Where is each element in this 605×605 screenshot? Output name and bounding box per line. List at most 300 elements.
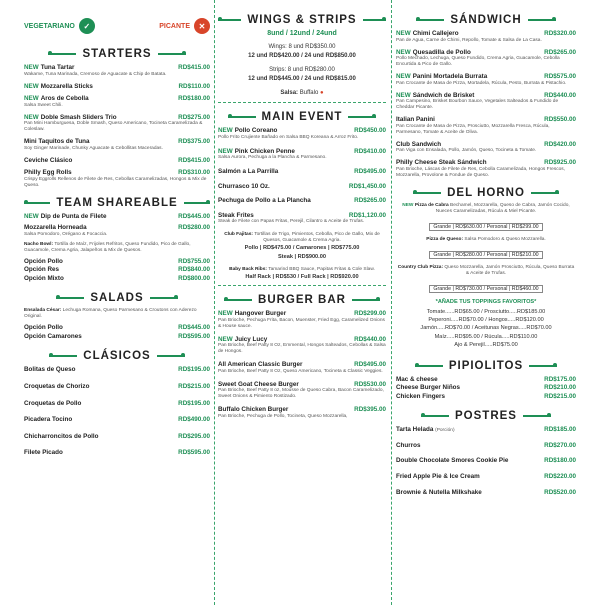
new-badge: NEW bbox=[24, 212, 39, 220]
new-badge: NEW bbox=[24, 64, 39, 71]
menu-item-name: Steak Frites bbox=[218, 211, 254, 219]
menu-item-name-wrap bbox=[396, 473, 480, 481]
menu-item-name: Chimi Callejero bbox=[412, 30, 459, 37]
menu-item-name-wrap bbox=[24, 333, 82, 341]
menu-item-row bbox=[24, 275, 210, 283]
menu-item-desc: Pollo Mechado, Lechuga, Queso Fundido, Crema Agria, Guacamole, Cebolla Encurtida & Pico de Gallo. bbox=[396, 56, 560, 68]
menu-item-price: RD$185.00 bbox=[544, 426, 576, 434]
menu-item-price: RD$490.00 bbox=[178, 416, 210, 424]
section-title: PIPIOLITOS bbox=[396, 360, 576, 372]
menu-item-price: RD$265.00 bbox=[354, 197, 386, 205]
menu-item-name-wrap bbox=[218, 127, 277, 135]
menu-item-name: Salmón a La Parrilla bbox=[218, 168, 279, 176]
menu-item: Baby Back Ribs: Tamarind BBQ Sauce, Papitas Fritas & Cole Slaw. Half Rack | RD$530 / Full Rack | RD$920.00 bbox=[229, 266, 375, 280]
menu-item bbox=[396, 376, 576, 384]
menu-item-name: Opción Res bbox=[24, 266, 59, 274]
menu-item bbox=[396, 426, 576, 434]
menu-item bbox=[396, 116, 576, 136]
menu-item-desc: Pollo Frito Crujiente Bañado en Salsa BBQ Koreana & Arroz Frito. bbox=[218, 134, 359, 140]
menu-item bbox=[396, 489, 576, 497]
menu-item-name-wrap bbox=[218, 168, 278, 176]
menu-item-name: Juicy Lucy bbox=[234, 335, 268, 343]
menu-item-name: Club Sandwich bbox=[396, 140, 442, 148]
new-badge: NEW bbox=[218, 147, 233, 155]
menu-item bbox=[218, 168, 386, 176]
menu-item-name: Bolitas de Queso bbox=[24, 366, 76, 374]
menu-item-desc: Pan Brioche, Beef Patty 8 Oz, Queso Americano, Tocineta & Classic Veggies. bbox=[218, 368, 383, 374]
section-title: MAIN EVENT bbox=[218, 111, 386, 123]
menu-item-desc: Soy Ginger Marinade, Chunky Aguacate & Cebollitas Maceradas. bbox=[24, 145, 163, 151]
menu-item-price: RD$1,450.00 bbox=[348, 182, 386, 190]
menu-item-name: Double Chocolate Smores Cookie Pie bbox=[396, 457, 509, 465]
menu-item-price: RD$220.00 bbox=[544, 473, 576, 481]
menu-item-name-wrap bbox=[24, 169, 72, 177]
menu-item bbox=[24, 400, 210, 408]
menu-item-name-wrap bbox=[24, 83, 93, 91]
menu-item-row bbox=[24, 224, 210, 232]
menu-item-name: Aros de Cebolla bbox=[40, 95, 89, 103]
menu-item-price: RD$440.00 bbox=[544, 91, 576, 99]
menu-item-price: RD$270.00 bbox=[544, 441, 576, 449]
menu-item-row bbox=[24, 157, 210, 165]
topping-line: Ajo & Perejil.....RD$75.00 bbox=[454, 342, 518, 349]
section-pipiolitos bbox=[396, 360, 576, 401]
pizza-desc-text: Bechamel, Mozzarella, Queso de Cabra, Jamón Cocido, Nueces Caramelizadas, Rúcula & Miel Picante. bbox=[435, 202, 570, 214]
new-badge: NEW bbox=[24, 113, 39, 121]
menu-item-row bbox=[24, 83, 210, 91]
new-badge: NEW bbox=[218, 335, 233, 343]
menu-item-name: Churros bbox=[396, 441, 421, 449]
wings-prices: 12 und RD$420.00 / 24 und RD$850.00 bbox=[248, 53, 356, 59]
new-badge: NEW bbox=[24, 95, 39, 103]
menu-item-desc: Pan Brioche, Beef Patty 8 Oz, Emmental, Hongos Salteados, Cebollas & Salsa de Hongos. bbox=[218, 343, 386, 355]
menu-item-name: Philly Cheese Steak Sándwich bbox=[396, 159, 487, 167]
menu-item-name: Panini Mortadela Burrata bbox=[412, 73, 488, 81]
section-wings bbox=[218, 14, 386, 98]
menu-item-name-wrap bbox=[218, 197, 311, 205]
pizza-prices: Grande | RD$630.00 / Personal | RD$299.00 bbox=[429, 223, 542, 231]
menu-item-name-wrap bbox=[396, 92, 474, 100]
menu-item-name-wrap bbox=[396, 442, 421, 450]
menu-item-desc: Pan Brioche, Láscas de Filete de Res, Cebolla Caramelizada, Hongos Frescos, Mozzarella, Provolone & Fondue de Queso. bbox=[396, 166, 566, 178]
menu-item-name-wrap bbox=[218, 406, 288, 414]
menu-item bbox=[218, 406, 386, 420]
pizza-desc bbox=[396, 203, 576, 215]
menu-item-row bbox=[24, 324, 210, 332]
menu-item-price: RD$395.00 bbox=[354, 406, 386, 414]
column-divider bbox=[391, 0, 392, 605]
menu-item-price: RD$415.00 bbox=[178, 156, 210, 164]
section-del-horno bbox=[396, 187, 576, 350]
menu-item bbox=[24, 449, 210, 457]
topping-line: Jamón.....RD$70.00 / Aceitunas Negras.....RD$70.00 bbox=[420, 325, 552, 332]
menu-item-price: RD$1,120.00 bbox=[348, 211, 386, 219]
section-starters bbox=[24, 48, 210, 189]
menu-item-row bbox=[396, 376, 576, 384]
menu-item-price: RD$280.00 bbox=[178, 224, 210, 232]
menu-item-row bbox=[218, 127, 386, 135]
menu-item-row bbox=[396, 49, 576, 57]
menu-item-name-wrap bbox=[24, 366, 75, 374]
pizza-desc bbox=[396, 265, 576, 277]
menu-item-row bbox=[396, 473, 576, 481]
menu-item-name: Chicken Fingers bbox=[396, 392, 445, 400]
menu-item-name: Churrasco 10 Oz. bbox=[218, 182, 270, 190]
menu-item-row bbox=[396, 384, 576, 392]
section-clasicos bbox=[24, 350, 210, 456]
menu-item-row bbox=[24, 449, 210, 457]
menu-item-row bbox=[24, 266, 210, 274]
menu-item-name-wrap bbox=[24, 449, 63, 457]
menu-item-row bbox=[396, 457, 576, 465]
menu-item bbox=[218, 310, 386, 330]
menu-item-price: RD$925.00 bbox=[544, 159, 576, 167]
menu-item-row bbox=[396, 30, 576, 38]
menu-item-name-wrap bbox=[396, 73, 487, 81]
new-badge: NEW bbox=[396, 73, 411, 81]
menu-item-name: Pollo Coreano bbox=[234, 127, 278, 134]
section-title: STARTERS bbox=[24, 48, 210, 60]
menu-item-row bbox=[396, 116, 576, 124]
menu-item-row bbox=[24, 366, 210, 374]
section-team-shareable bbox=[24, 197, 210, 283]
menu-item-price: RD$445.00 bbox=[178, 212, 210, 220]
menu-item bbox=[24, 266, 210, 274]
new-badge: NEW bbox=[218, 127, 233, 134]
menu-item bbox=[218, 212, 386, 226]
menu-item bbox=[24, 213, 210, 221]
menu-item bbox=[218, 381, 386, 401]
menu-item-price: RD$755.00 bbox=[178, 257, 210, 265]
leaf-icon: ✓ bbox=[79, 18, 95, 34]
legend-vegetariano-label: VEGETARIANO bbox=[24, 22, 75, 30]
menu-item bbox=[24, 275, 210, 283]
menu-item bbox=[396, 473, 576, 481]
menu-item bbox=[24, 433, 210, 441]
menu-item-name: Philly Egg Rolls bbox=[24, 169, 72, 177]
menu-item bbox=[24, 366, 210, 374]
menu-item-name: Cheese Burger Niños bbox=[396, 384, 461, 392]
menu-item-name: Mozzarella Sticks bbox=[40, 82, 93, 90]
menu-item-price: RD$450.00 bbox=[354, 127, 386, 134]
menu-item-desc: Crispy Eggrolls Rellenos de Filete de Res, Cebollas Caramelizadas, Hongos & Mix de Queso. bbox=[24, 176, 207, 188]
menu-item-name-wrap bbox=[218, 310, 286, 318]
menu-item-price: RD$520.00 bbox=[544, 488, 576, 496]
menu-item-desc: Steak de Filete con Papas Fritas, Perejil, Cilantro & Aceite de Trufas. bbox=[218, 219, 365, 225]
menu-item-name: Mac & cheese bbox=[396, 375, 438, 383]
menu-item-price: RD$440.00 bbox=[354, 335, 386, 343]
menu-item-row bbox=[24, 169, 210, 177]
menu-item-row bbox=[24, 383, 210, 391]
menu-item-name-wrap bbox=[24, 275, 64, 283]
menu-item-price: RD$215.00 bbox=[544, 392, 576, 400]
menu-item bbox=[218, 361, 386, 375]
menu-item-desc: Wakame, Tuna Marinada, Cremoso de Aguacate & Chip de Batata. bbox=[24, 71, 167, 77]
menu-item-row bbox=[396, 73, 576, 81]
menu-item-name-wrap bbox=[24, 416, 72, 424]
menu-item-name-wrap bbox=[396, 426, 455, 434]
menu-item-name: Chicharroncitos de Pollo bbox=[24, 432, 99, 440]
menu-item-name: Opción Pollo bbox=[24, 324, 63, 332]
menu-item-name: Sweet Goat Cheese Burger bbox=[218, 380, 299, 388]
menu-item-name: Mozzarella Horneada bbox=[24, 224, 87, 232]
menu-item-name-wrap bbox=[396, 376, 438, 384]
menu-item-price: RD$210.00 bbox=[544, 384, 576, 392]
menu-item-name: Opción Camarones bbox=[24, 332, 82, 340]
menu-item-price: RD$410.00 bbox=[354, 147, 386, 155]
menu-item-name-wrap bbox=[24, 258, 63, 266]
menu-item-price: RD$275.00 bbox=[178, 113, 210, 121]
menu-item-row bbox=[218, 183, 386, 191]
pizza-name: Pizza de Cabra bbox=[414, 202, 449, 208]
menu-item-price: RD$595.00 bbox=[178, 449, 210, 457]
menu-item-name: Italian Panini bbox=[396, 116, 435, 124]
column-left bbox=[24, 0, 210, 605]
menu-item bbox=[396, 393, 576, 401]
menu-item-row bbox=[218, 361, 386, 369]
menu-item-desc: Pan Brioche, Beef Patty 8 oz, Mousse de Queso Cabra, Bacon Caramelizado, Sweet Onions & Pimiento Rostizado. bbox=[218, 388, 384, 400]
menu-item bbox=[24, 324, 210, 332]
menu-item-name: All American Classic Burger bbox=[218, 361, 303, 369]
menu-item-price: RD$180.00 bbox=[544, 457, 576, 465]
menu-item-price: RD$415.00 bbox=[178, 64, 210, 71]
pizza-desc bbox=[396, 237, 576, 243]
pizza-desc-text: Salsa Pomodoro & Queso Mozzarella. bbox=[464, 236, 546, 242]
menu-item-row bbox=[24, 416, 210, 424]
menu-item-name: Opción Mixto bbox=[24, 274, 64, 282]
menu-item-desc: Pan Crocante de Masa de Pizza, Prosciutto, Mozzarella Fresca, Rúcula, Parmesano, Tomate & Aceite de Oliva. bbox=[396, 123, 550, 135]
section-title: SALADS bbox=[24, 292, 210, 304]
menu-item-name: Tarta Helada bbox=[396, 426, 434, 434]
menu-item-price: RD$175.00 bbox=[544, 375, 576, 383]
menu-item bbox=[24, 95, 210, 109]
pizza-name: Country Club Pizza: bbox=[397, 264, 444, 270]
menu-item-name-wrap bbox=[24, 433, 99, 441]
menu-item-name: Mini Taquitos de Tuna bbox=[24, 138, 90, 146]
menu-item-name: Opción Pollo bbox=[24, 257, 63, 265]
menu-item-row bbox=[396, 489, 576, 497]
menu-item-name: Brownie & Nutella Milkshake bbox=[396, 488, 482, 496]
menu-item-price: RD$575.00 bbox=[544, 73, 576, 81]
menu-item-price: RD$180.00 bbox=[178, 95, 210, 103]
section-title: DEL HORNO bbox=[396, 187, 576, 199]
menu-item bbox=[396, 141, 576, 155]
strips-prices: 12 und RD$445.00 / 24 und RD$815.00 bbox=[248, 76, 356, 82]
menu-item-name: Picadera Tocino bbox=[24, 416, 73, 424]
menu-item-row bbox=[396, 393, 576, 401]
menu-item-name: Buffalo Chicken Burger bbox=[218, 406, 289, 414]
menu-item bbox=[218, 183, 386, 191]
strips-label: Strips: 8 und RD$280.00 bbox=[269, 67, 335, 73]
menu-item-row bbox=[24, 258, 210, 266]
section-salads bbox=[24, 292, 210, 340]
section-postres bbox=[396, 410, 576, 496]
menu-item-name: Filete Picado bbox=[24, 449, 63, 457]
menu-item-row bbox=[24, 95, 210, 103]
menu-item-price: RD$550.00 bbox=[544, 116, 576, 124]
menu-item-name-wrap bbox=[24, 157, 72, 165]
column-right bbox=[396, 0, 576, 605]
menu-item bbox=[24, 333, 210, 341]
menu-item bbox=[218, 197, 386, 205]
menu-item bbox=[396, 457, 576, 465]
pizza-item bbox=[396, 237, 576, 261]
menu-item bbox=[218, 148, 386, 162]
new-badge: NEW bbox=[218, 310, 233, 318]
menu-item-row bbox=[218, 406, 386, 414]
wings-subtitle: 8und / 12und / 24und bbox=[267, 30, 337, 37]
menu-item-row bbox=[396, 92, 576, 100]
menu-item-name-wrap bbox=[24, 266, 59, 274]
menu-item-name: Tuna Tartar bbox=[40, 64, 75, 71]
menu-item bbox=[396, 49, 576, 69]
menu-item: Club Fajitas: Tortillas de Trigo, Pimientos, Cebolla, Pico de Gallo, Mix de Quesos, Guacamole & Crema Agria. Pollo | RD$475.00 / Camarones | RD$775.00 Steak | RD$900.00 bbox=[224, 232, 380, 260]
menu-item-row bbox=[24, 433, 210, 441]
menu-item-price: RD$295.00 bbox=[178, 432, 210, 440]
new-badge: NEW bbox=[396, 48, 411, 56]
section-sandwich bbox=[396, 14, 576, 179]
pizza-prices: Grande | RD$280.00 / Personal | RD$210.00 bbox=[429, 251, 542, 259]
menu-item bbox=[396, 73, 576, 87]
menu-item bbox=[24, 258, 210, 266]
menu-item-row bbox=[218, 197, 386, 205]
chili-icon: ✕ bbox=[194, 18, 210, 34]
menu-item-desc: Salsa Pomodoro, Orégano & Focaccia. bbox=[24, 231, 108, 237]
menu-item-name-wrap bbox=[396, 393, 445, 401]
menu-item-name: Quesadilla de Pollo bbox=[412, 48, 471, 56]
menu-item bbox=[396, 442, 576, 450]
menu-item: Nacho Bowl: Tortilla de Maíz, Frijoles Refritos, Queso Fundido, Pico de Gallo, Guacamole, Crema Agria, Jalapeños & Mix de Quesos. bbox=[24, 241, 191, 253]
pizza-name: Pizza de Queso: bbox=[426, 236, 464, 242]
menu-item-name-wrap bbox=[24, 400, 81, 408]
menu-item bbox=[218, 127, 386, 141]
menu-item-name-wrap bbox=[24, 383, 89, 391]
menu-item-name-wrap bbox=[218, 148, 295, 156]
menu-item-name-wrap bbox=[24, 324, 63, 332]
menu-item-price: RD$195.00 bbox=[178, 399, 210, 407]
menu-item bbox=[24, 114, 210, 134]
menu-item bbox=[396, 30, 576, 44]
menu-item-row bbox=[24, 333, 210, 341]
new-badge: NEW bbox=[402, 202, 414, 208]
menu-item-desc: Pan Brioche, Pechuga de Pollo, Tocineta, Queso Mozzarella, bbox=[218, 413, 348, 419]
column-middle bbox=[218, 0, 386, 605]
menu-item-price: RD$375.00 bbox=[178, 138, 210, 146]
salsa-line: Salsa: Buffalo ● bbox=[280, 90, 324, 96]
menu-item bbox=[24, 383, 210, 391]
menu-item-desc: Pan Viga con Ensalada, Pollo, Jamón, Queso, Tocineta & Tomate. bbox=[396, 148, 537, 154]
menu-item-row bbox=[24, 400, 210, 408]
menu-item bbox=[24, 169, 210, 189]
menu-item-name: Fried Apple Pie & Ice Cream bbox=[396, 473, 480, 481]
menu-item-price: RD$495.00 bbox=[354, 168, 386, 176]
menu-item-name: Pechuga de Pollo a La Plancha bbox=[218, 197, 311, 205]
menu-item-row bbox=[396, 442, 576, 450]
menu-item-price: RD$215.00 bbox=[178, 383, 210, 391]
pizza-item bbox=[396, 265, 576, 295]
menu-item-row bbox=[396, 426, 576, 434]
menu-item-desc: Pan Campesino, Brisket Bourbon Sauce, Vegetales Salteados & Fundido de Cheddar Picante. bbox=[396, 99, 559, 111]
menu-item-price: RD$195.00 bbox=[178, 366, 210, 374]
new-badge: NEW bbox=[396, 30, 411, 37]
menu-item-price: RD$840.00 bbox=[178, 266, 210, 274]
menu-item-name-wrap bbox=[396, 49, 471, 57]
menu-item-price: RD$445.00 bbox=[178, 324, 210, 332]
menu-item-name-wrap bbox=[396, 384, 460, 392]
section-title: SÁNDWICH bbox=[396, 14, 576, 26]
menu-item-name-wrap bbox=[396, 457, 508, 465]
menu-item-price: RD$110.00 bbox=[178, 82, 210, 90]
menu-item-row bbox=[24, 64, 210, 72]
new-badge: NEW bbox=[396, 91, 411, 99]
menu-item-name-wrap bbox=[24, 64, 74, 72]
menu-item bbox=[218, 336, 386, 356]
menu-item bbox=[24, 138, 210, 152]
menu-item-price: RD$420.00 bbox=[544, 140, 576, 148]
menu-item-price: RD$800.00 bbox=[178, 274, 210, 282]
chili-icon: ● bbox=[319, 90, 324, 96]
menu-item-desc: Salsa Sweet Chili. bbox=[24, 102, 63, 108]
section-title: TEAM SHAREABLE bbox=[24, 197, 210, 209]
menu-item bbox=[24, 83, 210, 91]
menu-item-name: Hangover Burger bbox=[234, 310, 287, 318]
menu-item-row bbox=[396, 159, 576, 167]
menu-item-name: Croquetas de Chorizo bbox=[24, 383, 90, 391]
menu-item bbox=[24, 157, 210, 165]
topping-line: Maíz.....RD$95.00 / Rúcula.....RD$110.00 bbox=[434, 333, 538, 340]
menu-item: Ensalada César: Lechuga Romana, Queso Parmesano & Croutons con Aderezo Original. bbox=[24, 308, 197, 320]
menu-item-desc: Pan Mini Hamburguesa, Doble Smash, Queso Americano, Tocineta Caramelizada & Coleslaw. bbox=[24, 121, 203, 133]
menu-item bbox=[396, 384, 576, 392]
column-divider bbox=[214, 0, 215, 605]
pizza-prices: Grande | RD$730.00 / Personal | RD$460.00 bbox=[429, 285, 542, 293]
menu-item bbox=[24, 416, 210, 424]
menu-item-name-wrap bbox=[396, 116, 435, 124]
menu-item bbox=[24, 64, 210, 78]
new-badge: NEW bbox=[24, 82, 39, 90]
menu-item-row bbox=[218, 168, 386, 176]
menu-item bbox=[396, 159, 576, 179]
menu-item-price: RD$495.00 bbox=[354, 361, 386, 369]
legend-picante bbox=[159, 18, 210, 34]
menu-item-price: RD$530.00 bbox=[354, 380, 386, 388]
section-title: BURGER BAR bbox=[218, 294, 386, 306]
section-title: WINGS & STRIPS bbox=[218, 14, 386, 26]
menu-item-name-wrap bbox=[218, 183, 270, 191]
section-title: POSTRES bbox=[396, 410, 576, 422]
menu-item-row bbox=[24, 213, 210, 221]
menu-item-name: Dip de Punta de Filete bbox=[40, 212, 107, 220]
topping-line: Tomate......RD$65.00 / Prosciutto.....RD$185.00 bbox=[426, 308, 546, 315]
menu-item-price: RD$310.00 bbox=[178, 169, 210, 177]
menu-item bbox=[396, 92, 576, 112]
menu-item-row bbox=[24, 138, 210, 146]
pizza-item bbox=[396, 203, 576, 233]
menu-item-name-wrap bbox=[24, 95, 89, 103]
menu-item-desc: Pan Crocante de Masa de Pizza, Mortadela, Rúcula, Pesto, Burrata & Pistachio. bbox=[396, 80, 567, 86]
wings-label: Wings: 8 und RD$350.00 bbox=[268, 44, 336, 50]
menu-item-price: RD$595.00 bbox=[178, 332, 210, 340]
menu-item-desc: Salsa Aurora, Pechuga a la Plancha & Parmesano. bbox=[218, 155, 327, 161]
menu-item-name-wrap bbox=[24, 138, 90, 146]
menu-item-name-wrap bbox=[218, 361, 302, 369]
menu-item-name: Sándwich de Brisket bbox=[412, 91, 475, 99]
menu-item-name-wrap bbox=[396, 489, 482, 497]
menu-item-price: RD$320.00 bbox=[544, 30, 576, 37]
pizza-desc-text: Queso Mozzarella, Jamón Prosciutto, Rúcula, Queso Burrata & Aceite de Trufas. bbox=[444, 264, 575, 276]
menu-item-name-wrap bbox=[396, 30, 459, 38]
section-main-event bbox=[218, 111, 386, 281]
